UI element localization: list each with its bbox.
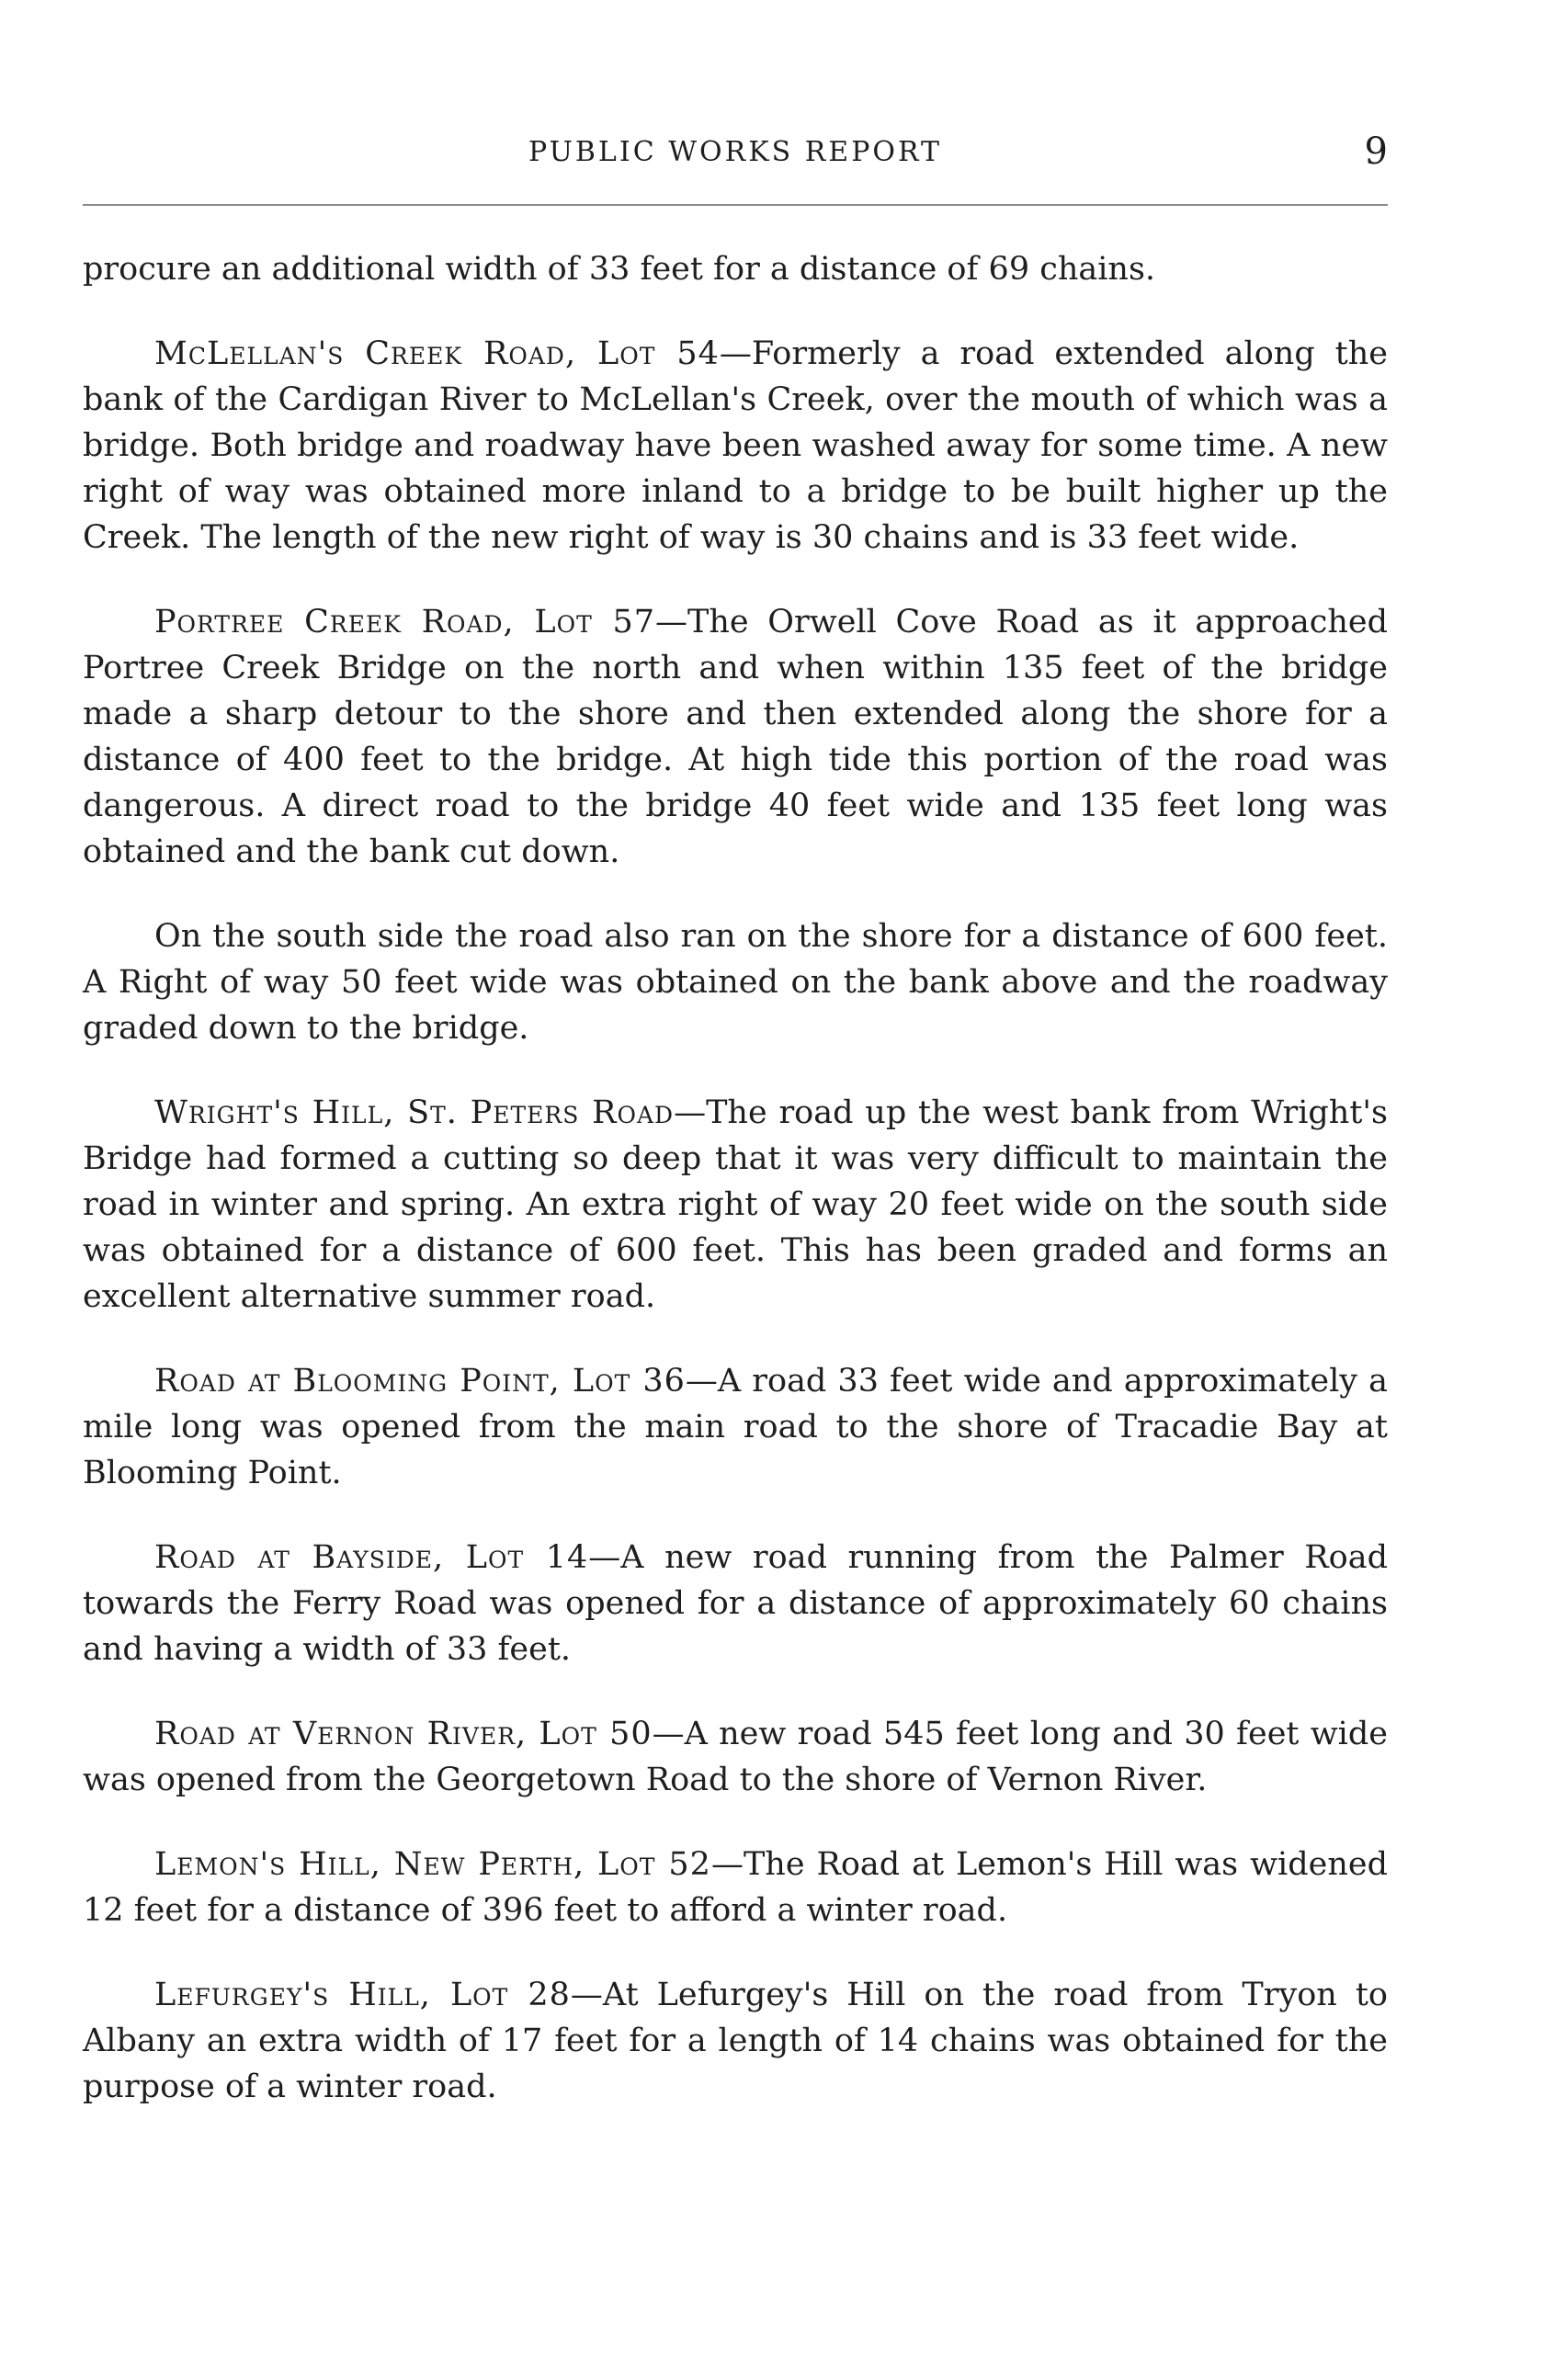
paragraph-heading: Road at Vernon River, Lot 50 xyxy=(154,1716,653,1752)
paragraph-text: —Formerly a road extended along the bank of the Cardigan River to McLellan's Creek, over the mouth of which was a bridge. Both bridge and roadway have been washed away for some time. A new right of way was obtained more inland to a bridge to be built higher up the Creek. The length of the new right of way is 30 chains and is 33 feet wide. xyxy=(83,335,1388,556)
running-head: PUBLIC WORKS REPORT xyxy=(528,136,943,168)
paragraph-text: —At Lefurgey's Hill on the road from Tryon to Albany an extra width of 17 feet for a length of 14 chains was obtained for the purpose of a winter road. xyxy=(83,1977,1388,2105)
paragraph xyxy=(83,1358,1388,1496)
paragraph-text: —A new road 545 feet long and 30 feet wide was opened from the Georgetown Road to the shore of Vernon River. xyxy=(83,1716,1388,1798)
paragraph-heading: Lefurgey's Hill, Lot 28 xyxy=(154,1977,571,2013)
paragraph-text: —A road 33 feet wide and approximately a mile long was opened from the main road to the shore of Tracadie Bay at Blooming Point. xyxy=(83,1363,1388,1491)
paragraph-heading: Road at Bayside, Lot 14 xyxy=(154,1539,589,1576)
paragraph xyxy=(83,1711,1388,1803)
paragraph-heading: McLellan's Creek Road, Lot 54 xyxy=(154,335,720,372)
paragraph-text: —A new road running from the Palmer Road towards the Ferry Road was opened for a distance of approximately 60 chains and having a width of 33 feet. xyxy=(83,1539,1388,1668)
paragraph xyxy=(83,1535,1388,1672)
paragraph xyxy=(83,1090,1388,1320)
paragraph xyxy=(83,246,1388,292)
paragraph-text: procure an additional width of 33 feet for a distance of 69 chains. xyxy=(83,251,1156,288)
paragraph-heading: Wright's Hill, St. Peters Road xyxy=(154,1094,675,1131)
page-header xyxy=(83,130,1388,191)
paragraph-text: —The Road at Lemon's Hill was widened 12 feet for a distance of 396 feet to afford a winter road. xyxy=(83,1846,1388,1929)
paragraph-heading: Lemon's Hill, New Perth, Lot 52 xyxy=(154,1846,711,1883)
paragraph xyxy=(83,1842,1388,1933)
paragraph xyxy=(83,1972,1388,2110)
paragraph xyxy=(83,331,1388,561)
page-number: 9 xyxy=(1364,130,1388,173)
header-rule xyxy=(83,204,1388,206)
paragraph-text: —The road up the west bank from Wright's Bridge had formed a cutting so deep that it was very difficult to maintain the road in winter and spring. An extra right of way 20 feet wide on the south side was obtained for a distance of 600 feet. This has been graded and forms an excellent alternative summer road. xyxy=(83,1094,1388,1315)
paragraph-heading: Road at Blooming Point, Lot 36 xyxy=(154,1363,686,1400)
paragraph-text: On the south side the road also ran on the shore for a distance of 600 feet. A Right of way 50 feet wide was obtained on the bank above and the roadway graded down to the bridge. xyxy=(83,918,1388,1047)
paragraph xyxy=(83,599,1388,875)
paragraph-text: —The Orwell Cove Road as it approached Portree Creek Bridge on the north and when within 135 feet of the bridge made a sharp detour to the shore and then extended along the shore for a distance of 400 feet to the bridge. At high tide this portion of the road was dangerous. A direct road to the bridge 40 feet wide and 135 feet long was obtained and the bank cut down. xyxy=(83,604,1388,870)
paragraph-heading: Portree Creek Road, Lot 57 xyxy=(154,604,656,640)
paragraph xyxy=(83,913,1388,1051)
report-body xyxy=(83,246,1388,2148)
